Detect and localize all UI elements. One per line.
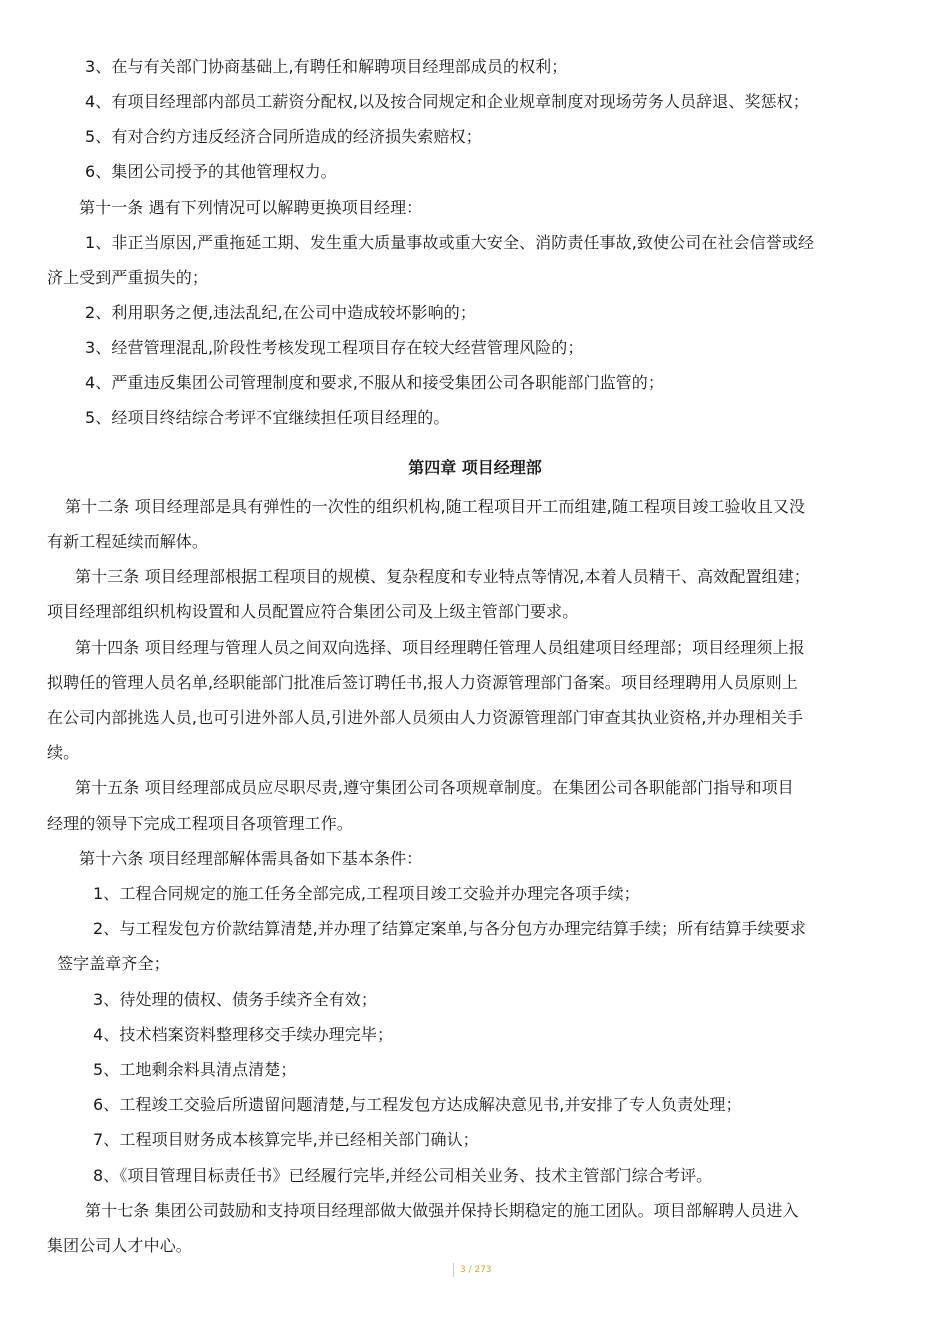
page-number: 3 / 273 — [453, 1263, 492, 1277]
article-line: 续。 — [47, 743, 80, 762]
article-line: 第十五条 项目经理部成员应尽职尽责,遵守集团公司各项规章制度。在集团公司各职能部门指导和项目 — [75, 778, 794, 797]
article-line: 第十六条 项目经理部解体需具备如下基本条件： — [79, 849, 423, 868]
clause-line: 签字盖章齐全； — [57, 954, 170, 973]
article-line: 集团公司人才中心。 — [47, 1236, 192, 1255]
clause-line: 5、工地剩余料具清点清楚； — [93, 1060, 297, 1079]
article-line: 有新工程延续而解体。 — [47, 532, 209, 551]
article-line: 拟聘任的管理人员名单,经职能部门批准后签订聘任书,报人力资源管理部门备案。项目经理聘用人员原则上 — [47, 673, 798, 692]
clause-line: 5、有对合约方违反经济合同所造成的经济损失索赔权； — [85, 127, 482, 146]
article-line: 第十三条 项目经理部根据工程项目的规模、复杂程度和专业特点等情况,本着人员精干、高效配置组建； — [75, 567, 810, 586]
clause-line: 2、利用职务之便,违法乱纪,在公司中造成较坏影响的； — [85, 303, 476, 322]
clause-line: 6、集团公司授予的其他管理权力。 — [85, 162, 337, 181]
article-line: 经理的领导下完成工程项目各项管理工作。 — [47, 814, 353, 833]
clause-line: 5、经项目终结综合考评不宜继续担任项目经理的。 — [85, 408, 450, 427]
clause-line: 3、经营管理混乱,阶段性考核发现工程项目存在较大经营管理风险的； — [85, 338, 584, 357]
clause-line: 2、与工程发包方价款结算清楚,并办理了结算定案单,与各分包方办理完结算手续；所有结算手续要求 — [93, 919, 806, 938]
article-line: 第十七条 集团公司鼓励和支持项目经理部做大做强并保持长期稳定的施工团队。项目部解聘人员进入 — [85, 1201, 799, 1220]
clause-line: 3、待处理的债权、债务手续齐全有效； — [93, 990, 377, 1009]
article-line: 在公司内部挑选人员,也可引进外部人员,引进外部人员须由人力资源管理部门审查其执业资格,并办理相关手 — [47, 708, 804, 727]
clause-line: 1、非正当原因,严重拖延工期、发生重大质量事故或重大安全、消防责任事故,致使公司在社会信誉或经 — [85, 233, 815, 252]
clause-line: 4、技术档案资料整理移交手续办理完毕； — [93, 1025, 394, 1044]
article-line: 项目经理部组织机构设置和人员配置应符合集团公司及上级主管部门要求。 — [47, 602, 579, 621]
clause-line: 4、有项目经理部内部员工薪资分配权,以及按合同规定和企业规章制度对现场劳务人员辞退、奖惩权； — [85, 92, 809, 111]
clause-line: 1、工程合同规定的施工任务全部完成,工程项目竣工交验并办理完各项手续； — [93, 884, 640, 903]
clause-line: 3、在与有关部门协商基础上,有聘任和解聘项目经理部成员的权利； — [85, 57, 568, 76]
clause-line: 6、工程竣工交验后所遗留问题清楚,与工程发包方达成解决意见书,并安排了专人负责处理； — [93, 1095, 742, 1114]
article-line: 第十二条 项目经理部是具有弹性的一次性的组织机构,随工程项目开工而组建,随工程项目竣工验收且又没 — [65, 497, 806, 516]
clause-line: 8、《项目管理目标责任书》已经履行完毕,并经公司相关业务、技术主管部门综合考评。 — [93, 1166, 713, 1185]
clause-line: 4、严重违反集团公司管理制度和要求,不服从和接受集团公司各职能部门监管的； — [85, 373, 664, 392]
article-line: 第十一条 遇有下列情况可以解聘更换项目经理： — [79, 198, 423, 217]
chapter-heading: 第四章 项目经理部 — [408, 458, 542, 477]
article-line: 第十四条 项目经理与管理人员之间双向选择、项目经理聘任管理人员组建项目经理部；项目经理须上报 — [75, 638, 805, 657]
clause-line: 7、工程项目财务成本核算完毕,并已经相关部门确认； — [93, 1130, 479, 1149]
clause-line: 济上受到严重损失的； — [47, 268, 209, 287]
